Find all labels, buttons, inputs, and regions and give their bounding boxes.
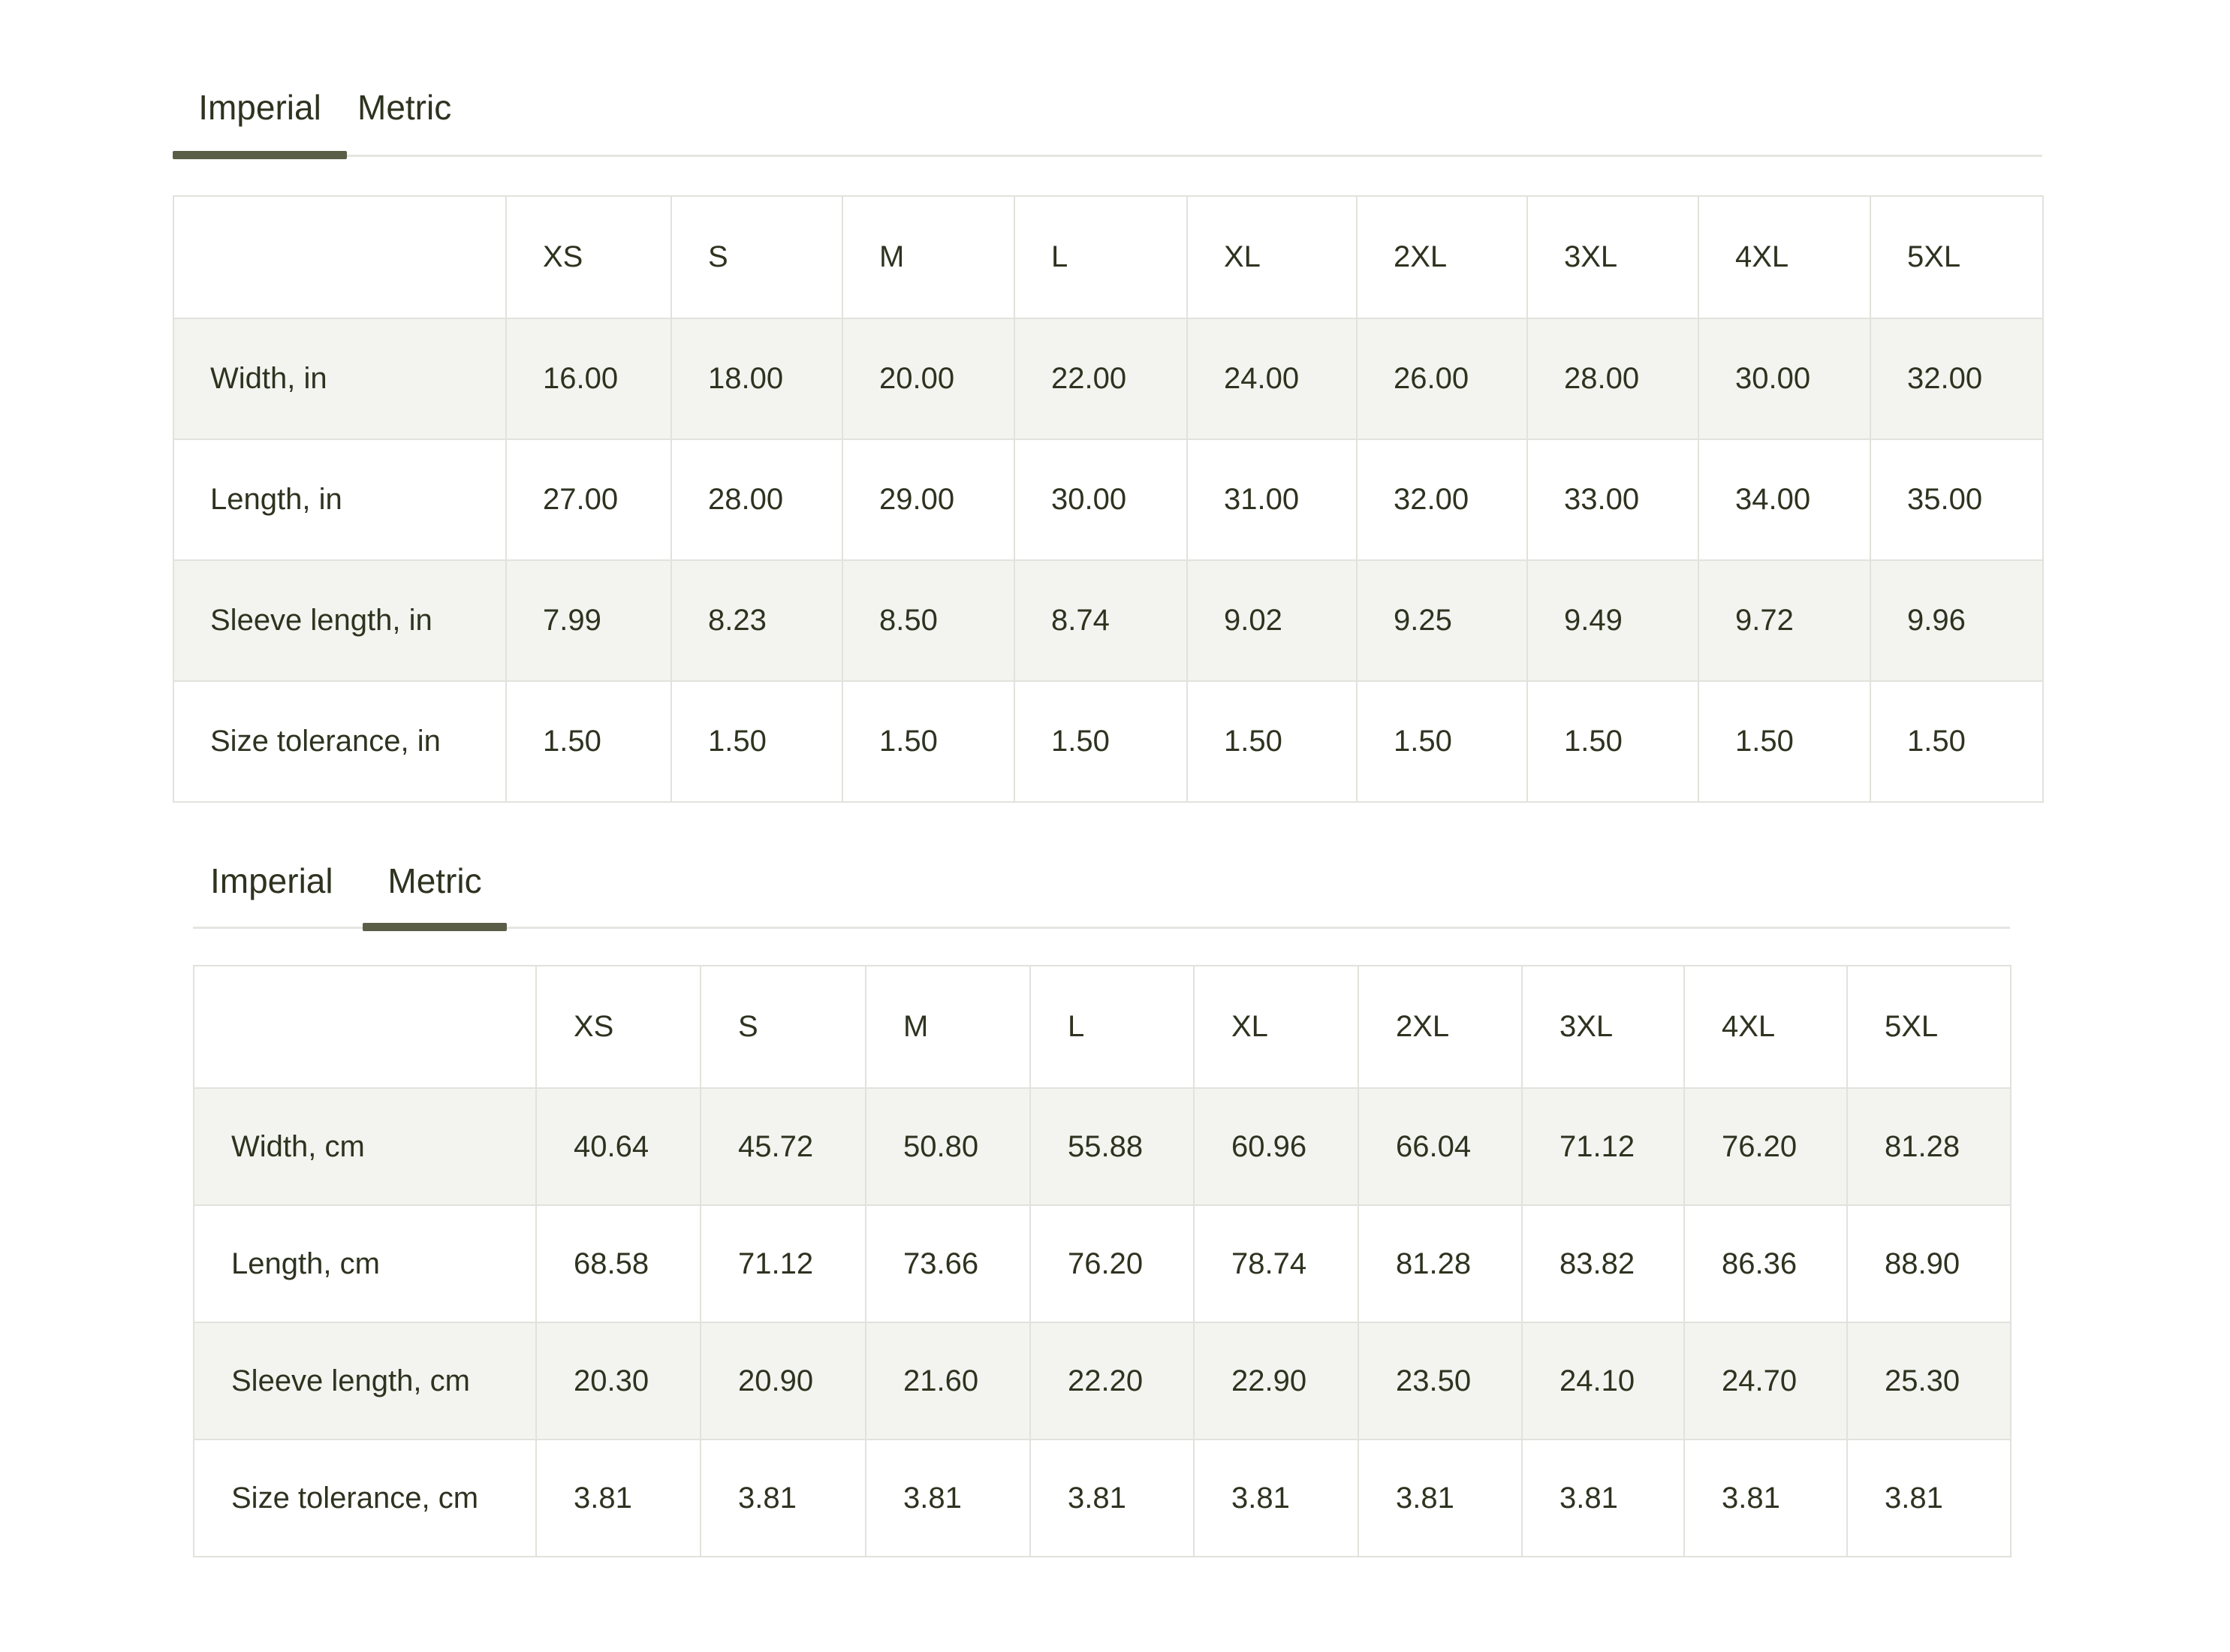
table-cell: 20.30 [536, 1322, 701, 1439]
table-cell: 40.64 [536, 1088, 701, 1205]
table-cell: 1.50 [1357, 681, 1527, 802]
column-header-4xl: 4XL [1698, 196, 1870, 318]
table-cell: 32.00 [1357, 439, 1527, 560]
row-label: Sleeve length, cm [194, 1322, 536, 1439]
table-cell: 3.81 [1522, 1439, 1684, 1557]
table-cell: 22.90 [1194, 1322, 1358, 1439]
row-label: Length, cm [194, 1205, 536, 1322]
table-cell: 18.00 [671, 318, 842, 439]
table-cell: 35.00 [1870, 439, 2043, 560]
table-cell: 30.00 [1698, 318, 1870, 439]
table-row [173, 318, 2043, 439]
size-table [193, 965, 2012, 1557]
table-cell: 1.50 [1014, 681, 1187, 802]
table-cell: 3.81 [701, 1439, 866, 1557]
table-cell: 45.72 [701, 1088, 866, 1205]
row-label: Width, in [173, 318, 506, 439]
tab-metric[interactable]: Metric [363, 849, 507, 927]
table-row [173, 681, 2043, 802]
column-header-l: L [1030, 966, 1194, 1088]
tab-imperial[interactable]: Imperial [173, 75, 347, 155]
table-cell: 78.74 [1194, 1205, 1358, 1322]
size-chart-metric [193, 849, 2010, 1515]
table-cell: 3.81 [1358, 1439, 1522, 1557]
table-cell: 3.81 [1194, 1439, 1358, 1557]
table-cell: 24.10 [1522, 1322, 1684, 1439]
header-row [173, 196, 2043, 318]
table-cell: 9.25 [1357, 560, 1527, 681]
table-cell: 3.81 [536, 1439, 701, 1557]
size-table [173, 195, 2044, 803]
table-cell: 24.00 [1187, 318, 1357, 439]
table-cell: 83.82 [1522, 1205, 1684, 1322]
table-cell: 55.88 [1030, 1088, 1194, 1205]
table-cell: 9.72 [1698, 560, 1870, 681]
unit-tabs [173, 75, 2042, 157]
table-cell: 9.02 [1187, 560, 1357, 681]
table-cell: 3.81 [866, 1439, 1030, 1557]
table-cell: 33.00 [1527, 439, 1698, 560]
table-cell: 22.20 [1030, 1322, 1194, 1439]
column-header-m: M [866, 966, 1030, 1088]
table-cell: 71.12 [701, 1205, 866, 1322]
table-cell: 23.50 [1358, 1322, 1522, 1439]
table-cell: 27.00 [506, 439, 671, 560]
column-header-xs: XS [506, 196, 671, 318]
column-header-5xl: 5XL [1847, 966, 2011, 1088]
table-cell: 81.28 [1847, 1088, 2011, 1205]
table-cell: 68.58 [536, 1205, 701, 1322]
column-header-3xl: 3XL [1527, 196, 1698, 318]
table-cell: 34.00 [1698, 439, 1870, 560]
table-cell: 81.28 [1358, 1205, 1522, 1322]
table-cell: 32.00 [1870, 318, 2043, 439]
table-cell: 24.70 [1684, 1322, 1847, 1439]
column-header-2xl: 2XL [1357, 196, 1527, 318]
column-header-4xl: 4XL [1684, 966, 1847, 1088]
table-cell: 76.20 [1030, 1205, 1194, 1322]
table-row [194, 1205, 2011, 1322]
table-cell: 1.50 [1870, 681, 2043, 802]
table-cell: 25.30 [1847, 1322, 2011, 1439]
table-cell: 9.96 [1870, 560, 2043, 681]
column-header-xs: XS [536, 966, 701, 1088]
column-header-s: S [701, 966, 866, 1088]
table-cell: 8.74 [1014, 560, 1187, 681]
column-header-3xl: 3XL [1522, 966, 1684, 1088]
table-cell: 8.23 [671, 560, 842, 681]
column-header-5xl: 5XL [1870, 196, 2043, 318]
column-header-m: M [842, 196, 1014, 318]
table-cell: 29.00 [842, 439, 1014, 560]
table-row [194, 1088, 2011, 1205]
table-cell: 30.00 [1014, 439, 1187, 560]
table-cell: 20.00 [842, 318, 1014, 439]
table-row [173, 560, 2043, 681]
table-cell: 20.90 [701, 1322, 866, 1439]
table-cell: 7.99 [506, 560, 671, 681]
table-cell: 22.00 [1014, 318, 1187, 439]
table-cell: 31.00 [1187, 439, 1357, 560]
table-cell: 8.50 [842, 560, 1014, 681]
table-cell: 71.12 [1522, 1088, 1684, 1205]
table-cell: 1.50 [842, 681, 1014, 802]
table-cell: 21.60 [866, 1322, 1030, 1439]
table-cell: 1.50 [1187, 681, 1357, 802]
table-cell: 86.36 [1684, 1205, 1847, 1322]
table-cell: 76.20 [1684, 1088, 1847, 1205]
table-cell: 3.81 [1847, 1439, 2011, 1557]
row-label: Size tolerance, in [173, 681, 506, 802]
table-cell: 60.96 [1194, 1088, 1358, 1205]
header-row [194, 966, 2011, 1088]
table-cell: 3.81 [1030, 1439, 1194, 1557]
row-label: Width, cm [194, 1088, 536, 1205]
column-header-2xl: 2XL [1358, 966, 1522, 1088]
tab-metric[interactable]: Metric [357, 88, 452, 127]
table-cell: 26.00 [1357, 318, 1527, 439]
tab-imperial[interactable]: Imperial [210, 861, 333, 900]
table-cell: 50.80 [866, 1088, 1030, 1205]
table-cell: 3.81 [1684, 1439, 1847, 1557]
table-cell: 73.66 [866, 1205, 1030, 1322]
unit-tabs [193, 849, 2010, 929]
corner-cell [173, 196, 506, 318]
table-row [194, 1439, 2011, 1557]
table-cell: 28.00 [1527, 318, 1698, 439]
table-row [173, 439, 2043, 560]
table-cell: 16.00 [506, 318, 671, 439]
column-header-s: S [671, 196, 842, 318]
table-cell: 1.50 [1698, 681, 1870, 802]
row-label: Length, in [173, 439, 506, 560]
column-header-xl: XL [1194, 966, 1358, 1088]
column-header-xl: XL [1187, 196, 1357, 318]
column-header-l: L [1014, 196, 1187, 318]
table-cell: 1.50 [671, 681, 842, 802]
table-cell: 1.50 [506, 681, 671, 802]
table-cell: 1.50 [1527, 681, 1698, 802]
row-label: Size tolerance, cm [194, 1439, 536, 1557]
table-row [194, 1322, 2011, 1439]
row-label: Sleeve length, in [173, 560, 506, 681]
table-cell: 66.04 [1358, 1088, 1522, 1205]
size-chart-imperial [173, 75, 2042, 758]
table-cell: 28.00 [671, 439, 842, 560]
corner-cell [194, 966, 536, 1088]
table-cell: 88.90 [1847, 1205, 2011, 1322]
table-cell: 9.49 [1527, 560, 1698, 681]
